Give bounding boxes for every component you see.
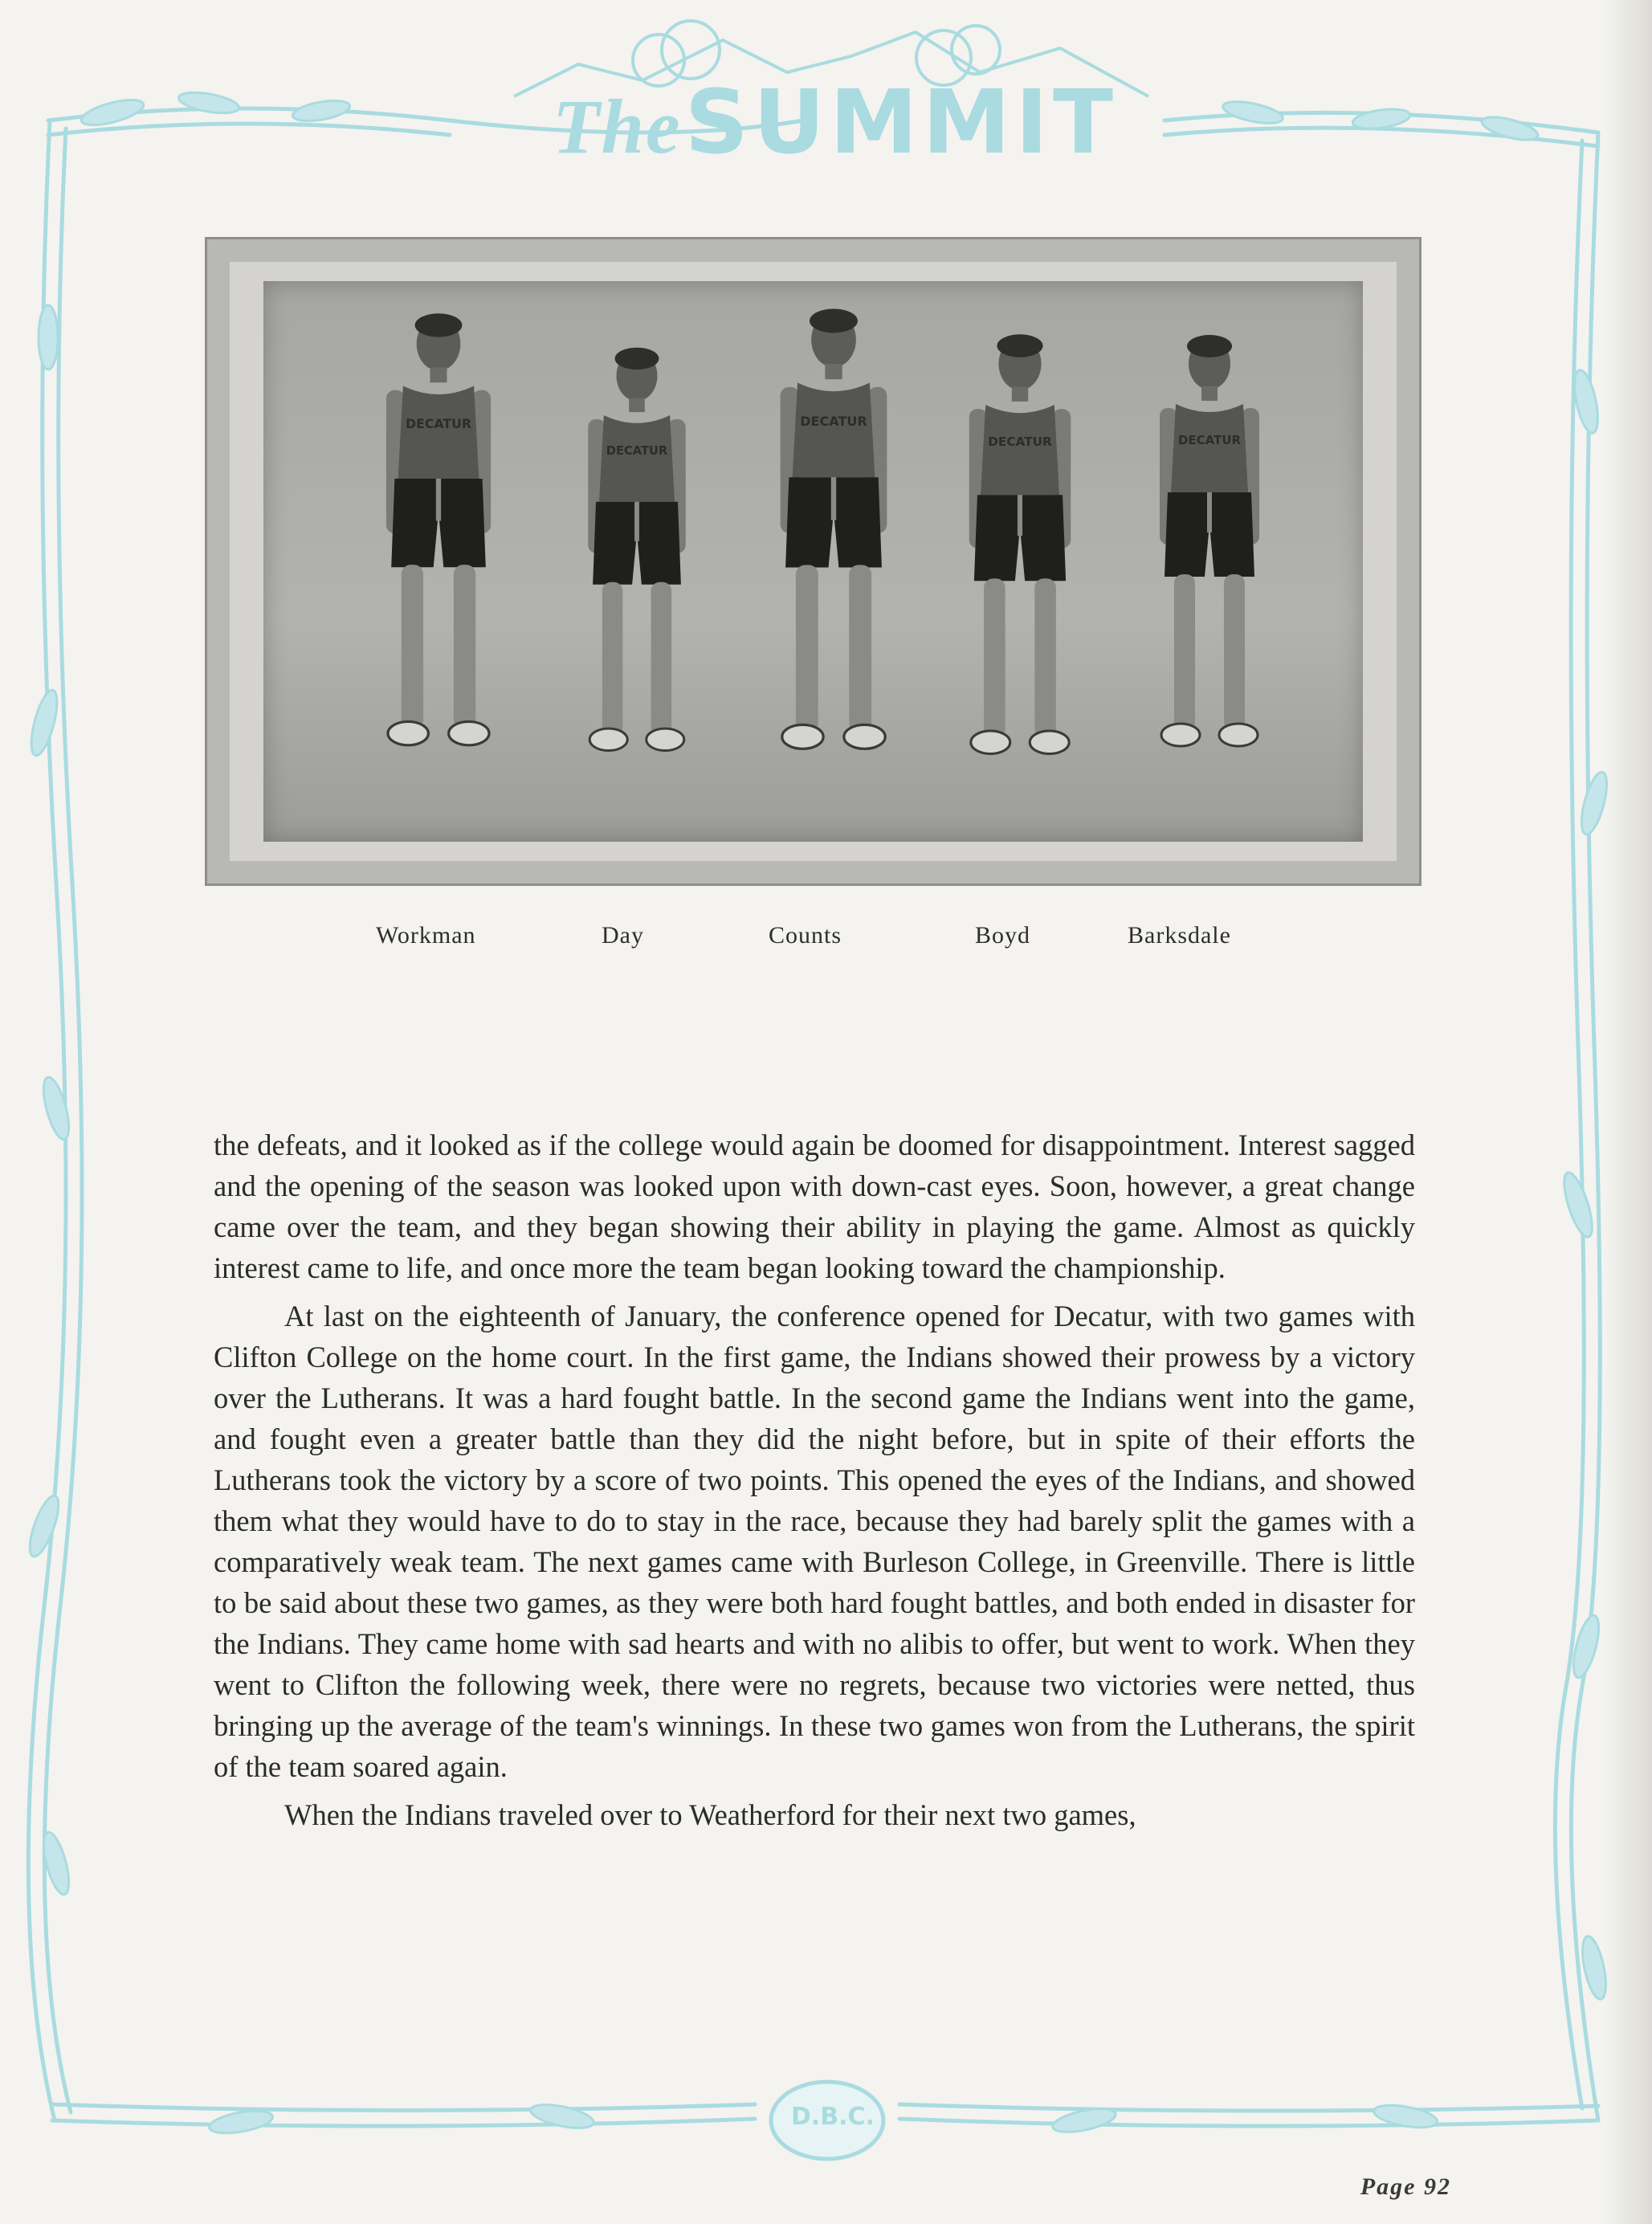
yearbook-title — [514, 71, 1156, 175]
paragraph-3: When the Indians traveled over to Weatherford for their next two games, — [284, 1798, 1136, 1831]
caption-counts: Counts — [769, 922, 842, 949]
article-body — [214, 1124, 1415, 1842]
caption-day: Day — [602, 922, 644, 949]
bottom-emblem-text: D.B.C. — [791, 2103, 875, 2131]
caption-barksdale: Barksdale — [1128, 922, 1231, 949]
caption-boyd: Boyd — [975, 922, 1031, 949]
team-photo — [175, 237, 1422, 886]
player-workman — [386, 313, 491, 745]
player-barksdale — [1160, 335, 1259, 746]
player-boyd — [969, 334, 1071, 753]
paragraph-1: the defeats, and it looked as if the college would again be doomed for disappointment. Interest sagged and the opening of the season was looked upon with down-cast eyes. Soon, however, a great change came over the team, and they began showing their ability in playing the game. Almost as quickly interest came to life, and once more the team began looking toward the championship. — [214, 1128, 1415, 1284]
paragraph-2: At last on the eighteenth of January, the conference opened for Decatur, with two games with Clifton College on the home court. In the first game, the Indians showed their prowess by a victory over the Lutherans. It was a hard fought battle. In the second game the Indians went into the game, and fought even a greater battle than they did the night before, but in spite of their efforts the Lutherans took the victory by a score of two points. This opened the eyes of the Indians, and showed them what they would have to do to stay in the race, because they had barely split the games with a comparatively weak team. The next games came with Burleson College, in Greenville. There is little to be said about these two games, as they were both hard fought battles, and both ended in disaster for the Indians. They came home with sad hearts and with no alibis to offer, but went to work. When they went to Clifton the following week, there were no regrets, because two victories were netted, thus bringing up the average of the team's winnings. In these two games won from the Lutherans, the spirit of the team soared again. — [214, 1300, 1415, 1783]
caption-workman: Workman — [376, 922, 476, 949]
player-counts — [781, 308, 887, 749]
players-illustration: DECATUR — [207, 239, 1424, 888]
title-summit: SUMMIT — [684, 71, 1119, 173]
player-day — [588, 348, 686, 751]
page-number: Page 92 — [1360, 2173, 1451, 2200]
title-the: The — [552, 84, 682, 169]
